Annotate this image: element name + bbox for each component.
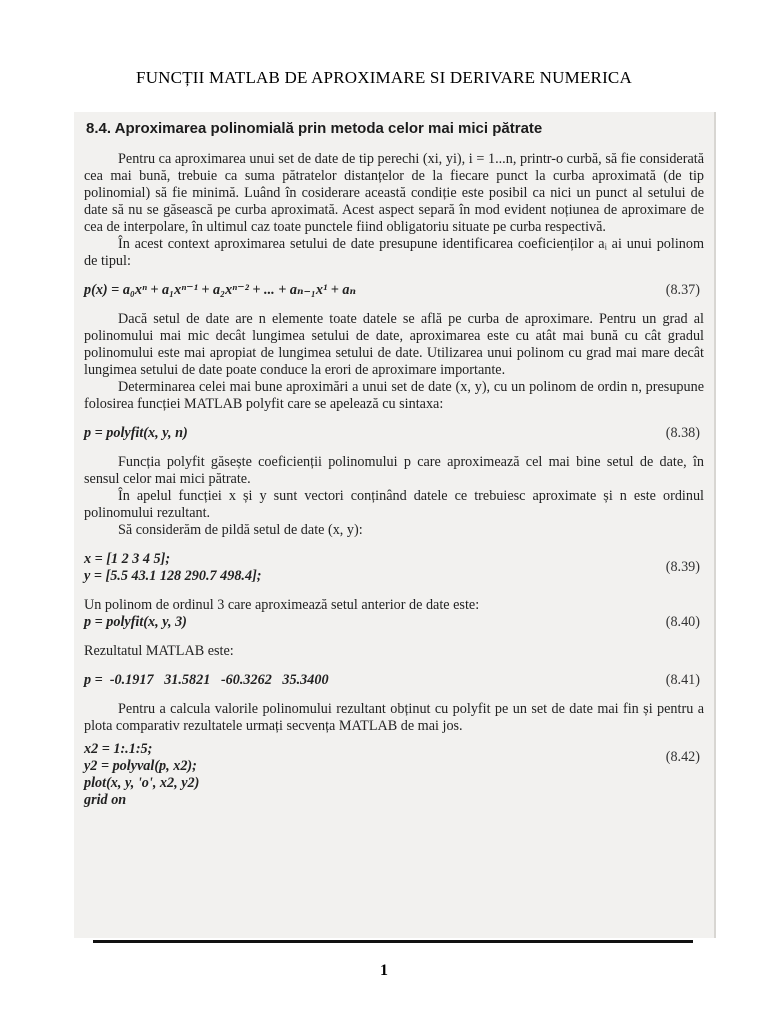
code-line: grid on	[84, 792, 127, 808]
paragraph-5: Funcția polyfit găsește coeficienții polinomului p care aproximează cel mai bine setul de date, în sensul celor mai mici pătrate.	[84, 454, 704, 487]
paragraph-7: Să considerăm de pildă setul de date (x, y):	[118, 522, 363, 538]
page-number: 1	[380, 962, 388, 979]
code-line: x = [1 2 3 4 5];	[84, 551, 171, 567]
equation-formula: p = polyfit(x, y, 3)	[84, 614, 187, 630]
paragraph-6: În apelul funcției x și y sunt vectori conținând datele ce trebuiesc aproximate și n este ordinul polinomului rezultant.	[84, 488, 704, 521]
equation-number: (8.42)	[665, 749, 700, 765]
equation-number: (8.37)	[665, 282, 700, 298]
equation-number: (8.40)	[665, 614, 700, 630]
document-body	[84, 116, 704, 809]
paragraph-1: Pentru ca aproximarea unui set de date de tip perechi (xi, yi), i = 1...n, printr-o curbă, să fie considerată cea mai bună, trebuie ca suma pătratelor distanțelor de la fiecare punct la curba aproximată (de tip polinomial) să fie minimă. Luând în cosiderare această condiție este posibil ca nici un punct al setului de date să nu se găsească pe curba aproximată. Acest aspect separă în mod evident noțiunea de aproximare de cea de interpolare, în ultimul caz toate punctele fiind obligatoriu situate pe curba respectivă.	[84, 151, 704, 235]
code-line: y2 = polyval(p, x2);	[84, 758, 197, 774]
footer-rule	[93, 940, 693, 943]
paragraph-10: Pentru a calcula valorile polinomului rezultant obținut cu polyfit pe un set de date mai fin și pentru a plota comparativ rezultatele urmați secvența MATLAB de mai jos.	[84, 701, 704, 734]
code-line: plot(x, y, 'o', x2, y2)	[84, 775, 200, 791]
paragraph-8: Un polinom de ordinul 3 care aproximează setul anterior de date este:	[84, 597, 480, 613]
section-title: 8.4. Aproximarea polinomială prin metoda celor mai mici pătrate	[86, 120, 543, 137]
code-line: x2 = 1:.1:5;	[84, 741, 153, 757]
equation-8-39	[84, 551, 704, 585]
page-header: FUNCȚII MATLAB DE APROXIMARE SI DERIVARE NUMERICA	[136, 68, 632, 87]
equation-8-37	[84, 282, 704, 299]
paragraph-9: Rezultatul MATLAB este:	[84, 643, 234, 659]
equation-8-40	[84, 614, 704, 631]
paragraph-4: Determinarea celei mai bune aproximări a unui set de date (x, y), cu un polinom de ordin n, presupune folosirea funcției MATLAB polyfit care se apelează cu sintaxa:	[84, 379, 704, 412]
equation-number: (8.41)	[665, 672, 700, 688]
equation-formula: p = -0.1917 31.5821 -60.3262 35.3400	[84, 672, 329, 688]
equation-number: (8.38)	[665, 425, 700, 441]
code-line: y = [5.5 43.1 128 290.7 498.4];	[84, 568, 262, 584]
equation-8-42	[84, 741, 704, 809]
equation-formula: p = polyfit(x, y, n)	[84, 425, 188, 441]
equation-formula: p(x) = a₀xⁿ + a₁xⁿ⁻¹ + a₂xⁿ⁻² + ... + aₙ₋₁x¹ + aₙ	[84, 282, 356, 298]
equation-8-38	[84, 425, 704, 442]
paragraph-2: În acest context aproximarea setului de date presupune identificarea coeficienților aᵢ ai unui polinom de tipul:	[84, 236, 704, 269]
equation-8-41	[84, 672, 704, 689]
equation-number: (8.39)	[665, 559, 700, 575]
paragraph-3: Dacă setul de date are n elemente toate datele se află pe curba de aproximare. Pentru un grad al polinomului mai mic decât lungimea setului de date, aproximarea este cu atât mai bună cu cât gradul polinomului este mai apropiat de lungimea setului de date. Utilizarea unui polinom cu grad mai mare decât lungimea setului de date poate conduce la erori de aproximare importante.	[84, 311, 704, 378]
